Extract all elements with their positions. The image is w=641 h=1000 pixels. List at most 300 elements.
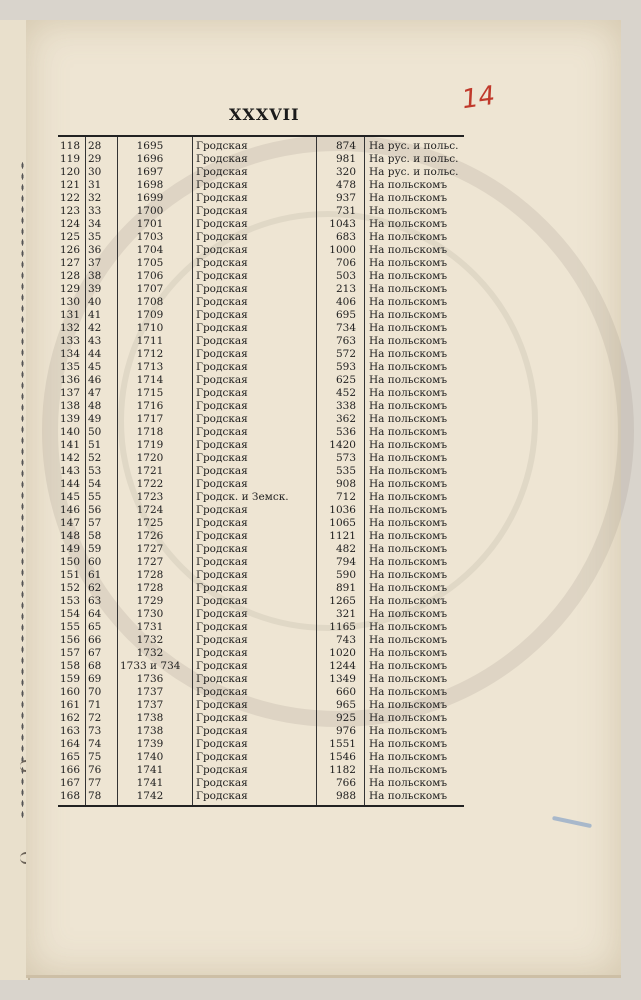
year-cell: 1716 (136, 400, 164, 412)
table-row (58, 634, 464, 647)
page-count-cell: 660 (335, 686, 356, 698)
year-cell: 1739 (136, 738, 164, 750)
volume-number-cell: 70 (88, 686, 102, 698)
book-type-cell: Гродская (196, 699, 248, 711)
volume-number-cell: 32 (88, 192, 102, 204)
page-count-cell: 452 (335, 387, 356, 399)
table-row (58, 777, 464, 790)
book-type-cell: Гродская (196, 439, 248, 451)
table-row (58, 595, 464, 608)
table-row (58, 543, 464, 556)
entry-number-cell: 168 (60, 790, 81, 802)
year-cell: 1729 (136, 595, 164, 607)
volume-number-cell: 58 (88, 530, 102, 542)
entry-number-cell: 151 (60, 569, 81, 581)
page-count-cell: 320 (335, 166, 356, 178)
entry-number-cell: 135 (60, 361, 81, 373)
entry-number-cell: 138 (60, 400, 81, 412)
book-type-cell: Гродская (196, 361, 248, 373)
year-cell: 1704 (136, 244, 164, 256)
table-row (58, 322, 464, 335)
year-cell: 1699 (136, 192, 164, 204)
volume-number-cell: 38 (88, 270, 102, 282)
page-count-cell: 712 (335, 491, 356, 503)
entry-number-cell: 139 (60, 413, 81, 425)
entry-number-cell: 142 (60, 452, 81, 464)
book-type-cell: Гродская (196, 543, 248, 555)
book-type-cell: Гродская (196, 647, 248, 659)
table-row (58, 686, 464, 699)
book-type-cell: Гродская (196, 777, 248, 789)
language-cell: На польскомъ (369, 218, 448, 230)
year-cell: 1731 (136, 621, 164, 633)
page-count-cell: 766 (335, 777, 356, 789)
table-row (58, 426, 464, 439)
table-row (58, 621, 464, 634)
language-cell: На польскомъ (369, 270, 448, 282)
volume-number-cell: 76 (88, 764, 102, 776)
entry-number-cell: 118 (60, 140, 81, 152)
page-count-cell: 572 (335, 348, 356, 360)
language-cell: На польскомъ (369, 348, 448, 360)
language-cell: На польскомъ (369, 621, 448, 633)
page-count-cell: 590 (335, 569, 356, 581)
year-cell: 1722 (136, 478, 164, 490)
table-row (58, 712, 464, 725)
table-row (58, 751, 464, 764)
volume-number-cell: 78 (88, 790, 102, 802)
entry-number-cell: 148 (60, 530, 81, 542)
language-cell: На польскомъ (369, 283, 448, 295)
language-cell: На польскомъ (369, 738, 448, 750)
entry-number-cell: 159 (60, 673, 81, 685)
language-cell: На польскомъ (369, 686, 448, 698)
entry-number-cell: 133 (60, 335, 81, 347)
page-count-cell: 593 (335, 361, 356, 373)
entry-number-cell: 130 (60, 296, 81, 308)
table-row (58, 205, 464, 218)
table-row (58, 517, 464, 530)
book-type-cell: Гродская (196, 608, 248, 620)
language-cell: На польскомъ (369, 231, 448, 243)
year-cell: 1700 (136, 205, 164, 217)
year-cell: 1714 (136, 374, 164, 386)
page-count-cell: 1121 (329, 530, 356, 542)
page-count-cell: 1551 (329, 738, 356, 750)
language-cell: На польскомъ (369, 647, 448, 659)
book-type-cell: Гродская (196, 504, 248, 516)
language-cell: На польскомъ (369, 595, 448, 607)
register-table (58, 135, 464, 807)
year-cell: 1715 (136, 387, 164, 399)
entry-number-cell: 134 (60, 348, 81, 360)
year-cell: 1709 (136, 309, 164, 321)
year-cell: 1712 (136, 348, 164, 360)
book-type-cell: Гродская (196, 348, 248, 360)
volume-number-cell: 72 (88, 712, 102, 724)
language-cell: На польскомъ (369, 374, 448, 386)
entry-number-cell: 153 (60, 595, 81, 607)
volume-number-cell: 71 (88, 699, 102, 711)
page-count-cell: 338 (335, 400, 356, 412)
page-count-cell: 1065 (329, 517, 356, 529)
page-count-cell: 536 (335, 426, 356, 438)
entry-number-cell: 122 (60, 192, 81, 204)
year-cell: 1738 (136, 725, 164, 737)
book-type-cell: Гродская (196, 582, 248, 594)
language-cell: На польскомъ (369, 725, 448, 737)
language-cell: На польскомъ (369, 673, 448, 685)
book-type-cell: Гродская (196, 179, 248, 191)
page-count-cell: 695 (335, 309, 356, 321)
year-cell: 1726 (136, 530, 164, 542)
entry-number-cell: 141 (60, 439, 81, 451)
book-type-cell: Гродская (196, 283, 248, 295)
language-cell: На польскомъ (369, 452, 448, 464)
year-cell: 1724 (136, 504, 164, 516)
language-cell: На польскомъ (369, 244, 448, 256)
volume-number-cell: 41 (88, 309, 102, 321)
language-cell: На польскомъ (369, 504, 448, 516)
volume-number-cell: 57 (88, 517, 102, 529)
page-count-cell: 1165 (329, 621, 356, 633)
volume-number-cell: 43 (88, 335, 102, 347)
page-count-cell: 1000 (329, 244, 356, 256)
page-count-cell: 1043 (329, 218, 356, 230)
table-row (58, 140, 464, 153)
year-cell: 1732 (136, 634, 164, 646)
year-cell: 1742 (136, 790, 164, 802)
page-count-cell: 988 (335, 790, 356, 802)
page-count-cell: 683 (335, 231, 356, 243)
page-count-cell: 763 (335, 335, 356, 347)
volume-number-cell: 75 (88, 751, 102, 763)
year-cell: 1710 (136, 322, 164, 334)
table-row (58, 478, 464, 491)
table-row (58, 413, 464, 426)
language-cell: На польскомъ (369, 192, 448, 204)
language-cell: На польскомъ (369, 712, 448, 724)
year-cell: 1713 (136, 361, 164, 373)
year-cell: 1737 (136, 699, 164, 711)
volume-number-cell: 46 (88, 374, 102, 386)
year-cell: 1732 (136, 647, 164, 659)
volume-number-cell: 74 (88, 738, 102, 750)
entry-number-cell: 165 (60, 751, 81, 763)
language-cell: На польскомъ (369, 491, 448, 503)
table-row (58, 699, 464, 712)
table-row (58, 231, 464, 244)
year-cell: 1733 и 734 (120, 660, 181, 672)
volume-number-cell: 37 (88, 257, 102, 269)
table-row (58, 725, 464, 738)
language-cell: На польскомъ (369, 556, 448, 568)
book-type-cell: Гродская (196, 634, 248, 646)
year-cell: 1728 (136, 569, 164, 581)
volume-number-cell: 51 (88, 439, 102, 451)
table-row (58, 335, 464, 348)
table-row (58, 387, 464, 400)
book-type-cell: Гродск. и Земск. (196, 491, 289, 503)
year-cell: 1738 (136, 712, 164, 724)
page-count-cell: 482 (335, 543, 356, 555)
language-cell: На польскомъ (369, 660, 448, 672)
book-type-cell: Гродская (196, 426, 248, 438)
volume-number-cell: 45 (88, 361, 102, 373)
entry-number-cell: 126 (60, 244, 81, 256)
entry-number-cell: 149 (60, 543, 81, 555)
year-cell: 1720 (136, 452, 164, 464)
year-cell: 1727 (136, 556, 164, 568)
book-type-cell: Гродская (196, 413, 248, 425)
volume-number-cell: 61 (88, 569, 102, 581)
book-type-cell: Гродская (196, 660, 248, 672)
volume-number-cell: 47 (88, 387, 102, 399)
table-row (58, 270, 464, 283)
volume-number-cell: 64 (88, 608, 102, 620)
book-type-cell: Гродская (196, 374, 248, 386)
entry-number-cell: 129 (60, 283, 81, 295)
page-count-cell: 908 (335, 478, 356, 490)
year-cell: 1723 (136, 491, 164, 503)
volume-number-cell: 65 (88, 621, 102, 633)
entry-number-cell: 156 (60, 634, 81, 646)
table-row (58, 400, 464, 413)
year-cell: 1701 (136, 218, 164, 230)
volume-number-cell: 63 (88, 595, 102, 607)
entry-number-cell: 164 (60, 738, 81, 750)
book-type-cell: Гродская (196, 569, 248, 581)
entry-number-cell: 154 (60, 608, 81, 620)
language-cell: На польскомъ (369, 205, 448, 217)
volume-number-cell: 35 (88, 231, 102, 243)
page-count-cell: 406 (335, 296, 356, 308)
table-row (58, 530, 464, 543)
entry-number-cell: 128 (60, 270, 81, 282)
table-row (58, 491, 464, 504)
volume-number-cell: 33 (88, 205, 102, 217)
page-number: XXXVII (229, 105, 300, 124)
table-row (58, 582, 464, 595)
language-cell: На польскомъ (369, 582, 448, 594)
page-count-cell: 535 (335, 465, 356, 477)
book-type-cell: Гродская (196, 322, 248, 334)
language-cell: На рус. и польс. (369, 140, 459, 152)
table-row (58, 673, 464, 686)
volume-number-cell: 30 (88, 166, 102, 178)
language-cell: На польскомъ (369, 530, 448, 542)
entry-number-cell: 119 (60, 153, 81, 165)
page-count-cell: 976 (335, 725, 356, 737)
volume-number-cell: 31 (88, 179, 102, 191)
table-row (58, 179, 464, 192)
year-cell: 1695 (136, 140, 164, 152)
table-row (58, 218, 464, 231)
book-type-cell: Гродская (196, 166, 248, 178)
year-cell: 1698 (136, 179, 164, 191)
entry-number-cell: 147 (60, 517, 81, 529)
book-type-cell: Гродская (196, 335, 248, 347)
entry-number-cell: 144 (60, 478, 81, 490)
book-type-cell: Гродская (196, 244, 248, 256)
language-cell: На польскомъ (369, 400, 448, 412)
volume-number-cell: 62 (88, 582, 102, 594)
year-cell: 1737 (136, 686, 164, 698)
entry-number-cell: 162 (60, 712, 81, 724)
volume-number-cell: 48 (88, 400, 102, 412)
page-count-cell: 1182 (329, 764, 356, 776)
language-cell: На польскомъ (369, 608, 448, 620)
entry-number-cell: 132 (60, 322, 81, 334)
book-type-cell: Гродская (196, 673, 248, 685)
table-row (58, 374, 464, 387)
table-row (58, 153, 464, 166)
year-cell: 1718 (136, 426, 164, 438)
language-cell: На польскомъ (369, 751, 448, 763)
page-count-cell: 362 (335, 413, 356, 425)
table-row (58, 738, 464, 751)
volume-number-cell: 42 (88, 322, 102, 334)
volume-number-cell: 28 (88, 140, 102, 152)
language-cell: На польскомъ (369, 257, 448, 269)
entry-number-cell: 163 (60, 725, 81, 737)
language-cell: На польскомъ (369, 426, 448, 438)
volume-number-cell: 40 (88, 296, 102, 308)
table-row (58, 361, 464, 374)
page-count-cell: 625 (335, 374, 356, 386)
year-cell: 1725 (136, 517, 164, 529)
entry-number-cell: 161 (60, 699, 81, 711)
entry-number-cell: 152 (60, 582, 81, 594)
entry-number-cell: 143 (60, 465, 81, 477)
entry-number-cell: 140 (60, 426, 81, 438)
table-row (58, 608, 464, 621)
year-cell: 1706 (136, 270, 164, 282)
page-count-cell: 213 (335, 283, 356, 295)
page-count-cell: 503 (335, 270, 356, 282)
book-type-cell: Гродская (196, 452, 248, 464)
volume-number-cell: 59 (88, 543, 102, 555)
book-type-cell: Гродская (196, 257, 248, 269)
book-type-cell: Гродская (196, 465, 248, 477)
entry-number-cell: 150 (60, 556, 81, 568)
year-cell: 1696 (136, 153, 164, 165)
page-count-cell: 1265 (329, 595, 356, 607)
language-cell: На рус. и польс. (369, 166, 459, 178)
book-type-cell: Гродская (196, 790, 248, 802)
entry-number-cell: 160 (60, 686, 81, 698)
language-cell: На польскомъ (369, 361, 448, 373)
page-count-cell: 794 (335, 556, 356, 568)
language-cell: На польскомъ (369, 322, 448, 334)
page-count-cell: 573 (335, 452, 356, 464)
book-type-cell: Гродская (196, 231, 248, 243)
year-cell: 1717 (136, 413, 164, 425)
book-type-cell: Гродская (196, 140, 248, 152)
year-cell: 1727 (136, 543, 164, 555)
volume-number-cell: 54 (88, 478, 102, 490)
page-count-cell: 1349 (329, 673, 356, 685)
volume-number-cell: 60 (88, 556, 102, 568)
language-cell: На польскомъ (369, 309, 448, 321)
page-count-cell: 1244 (329, 660, 356, 672)
book-type-cell: Гродская (196, 725, 248, 737)
language-cell: На польскомъ (369, 387, 448, 399)
volume-number-cell: 34 (88, 218, 102, 230)
table-row (58, 647, 464, 660)
table-row (58, 309, 464, 322)
year-cell: 1708 (136, 296, 164, 308)
table-row (58, 166, 464, 179)
volume-number-cell: 69 (88, 673, 102, 685)
archive-folio-mark: 14 (460, 80, 498, 116)
language-cell: На польскомъ (369, 634, 448, 646)
language-cell: На польскомъ (369, 179, 448, 191)
page-count-cell: 874 (335, 140, 356, 152)
table-row (58, 283, 464, 296)
entry-number-cell: 136 (60, 374, 81, 386)
entry-number-cell: 157 (60, 647, 81, 659)
year-cell: 1719 (136, 439, 164, 451)
book-type-cell: Гродская (196, 270, 248, 282)
entry-number-cell: 158 (60, 660, 81, 672)
entry-number-cell: 137 (60, 387, 81, 399)
entry-number-cell: 125 (60, 231, 81, 243)
year-cell: 1697 (136, 166, 164, 178)
book-type-cell: Гродская (196, 218, 248, 230)
volume-number-cell: 55 (88, 491, 102, 503)
book-type-cell: Гродская (196, 205, 248, 217)
book-type-cell: Гродская (196, 400, 248, 412)
year-cell: 1740 (136, 751, 164, 763)
volume-number-cell: 39 (88, 283, 102, 295)
volume-number-cell: 53 (88, 465, 102, 477)
volume-number-cell: 49 (88, 413, 102, 425)
entry-number-cell: 166 (60, 764, 81, 776)
language-cell: На рус. и польс. (369, 153, 459, 165)
book-type-cell: Гродская (196, 296, 248, 308)
language-cell: На польскомъ (369, 764, 448, 776)
table-row (58, 296, 464, 309)
entry-number-cell: 155 (60, 621, 81, 633)
volume-number-cell: 66 (88, 634, 102, 646)
language-cell: На польскомъ (369, 335, 448, 347)
year-cell: 1741 (136, 777, 164, 789)
table-row (58, 504, 464, 517)
volume-number-cell: 73 (88, 725, 102, 737)
page-count-cell: 965 (335, 699, 356, 711)
language-cell: На польскомъ (369, 413, 448, 425)
year-cell: 1705 (136, 257, 164, 269)
table-row (58, 556, 464, 569)
volume-number-cell: 50 (88, 426, 102, 438)
book-type-cell: Гродская (196, 478, 248, 490)
left-page-dotted-leaders (21, 160, 24, 820)
language-cell: На польскомъ (369, 478, 448, 490)
table-row (58, 790, 464, 803)
table-row (58, 257, 464, 270)
language-cell: На польскомъ (369, 790, 448, 802)
book-type-cell: Гродская (196, 621, 248, 633)
entry-number-cell: 123 (60, 205, 81, 217)
page-count-cell: 891 (335, 582, 356, 594)
book-type-cell: Гродская (196, 387, 248, 399)
year-cell: 1741 (136, 764, 164, 776)
page-count-cell: 1420 (329, 439, 356, 451)
volume-number-cell: 52 (88, 452, 102, 464)
table-row (58, 452, 464, 465)
volume-number-cell: 36 (88, 244, 102, 256)
